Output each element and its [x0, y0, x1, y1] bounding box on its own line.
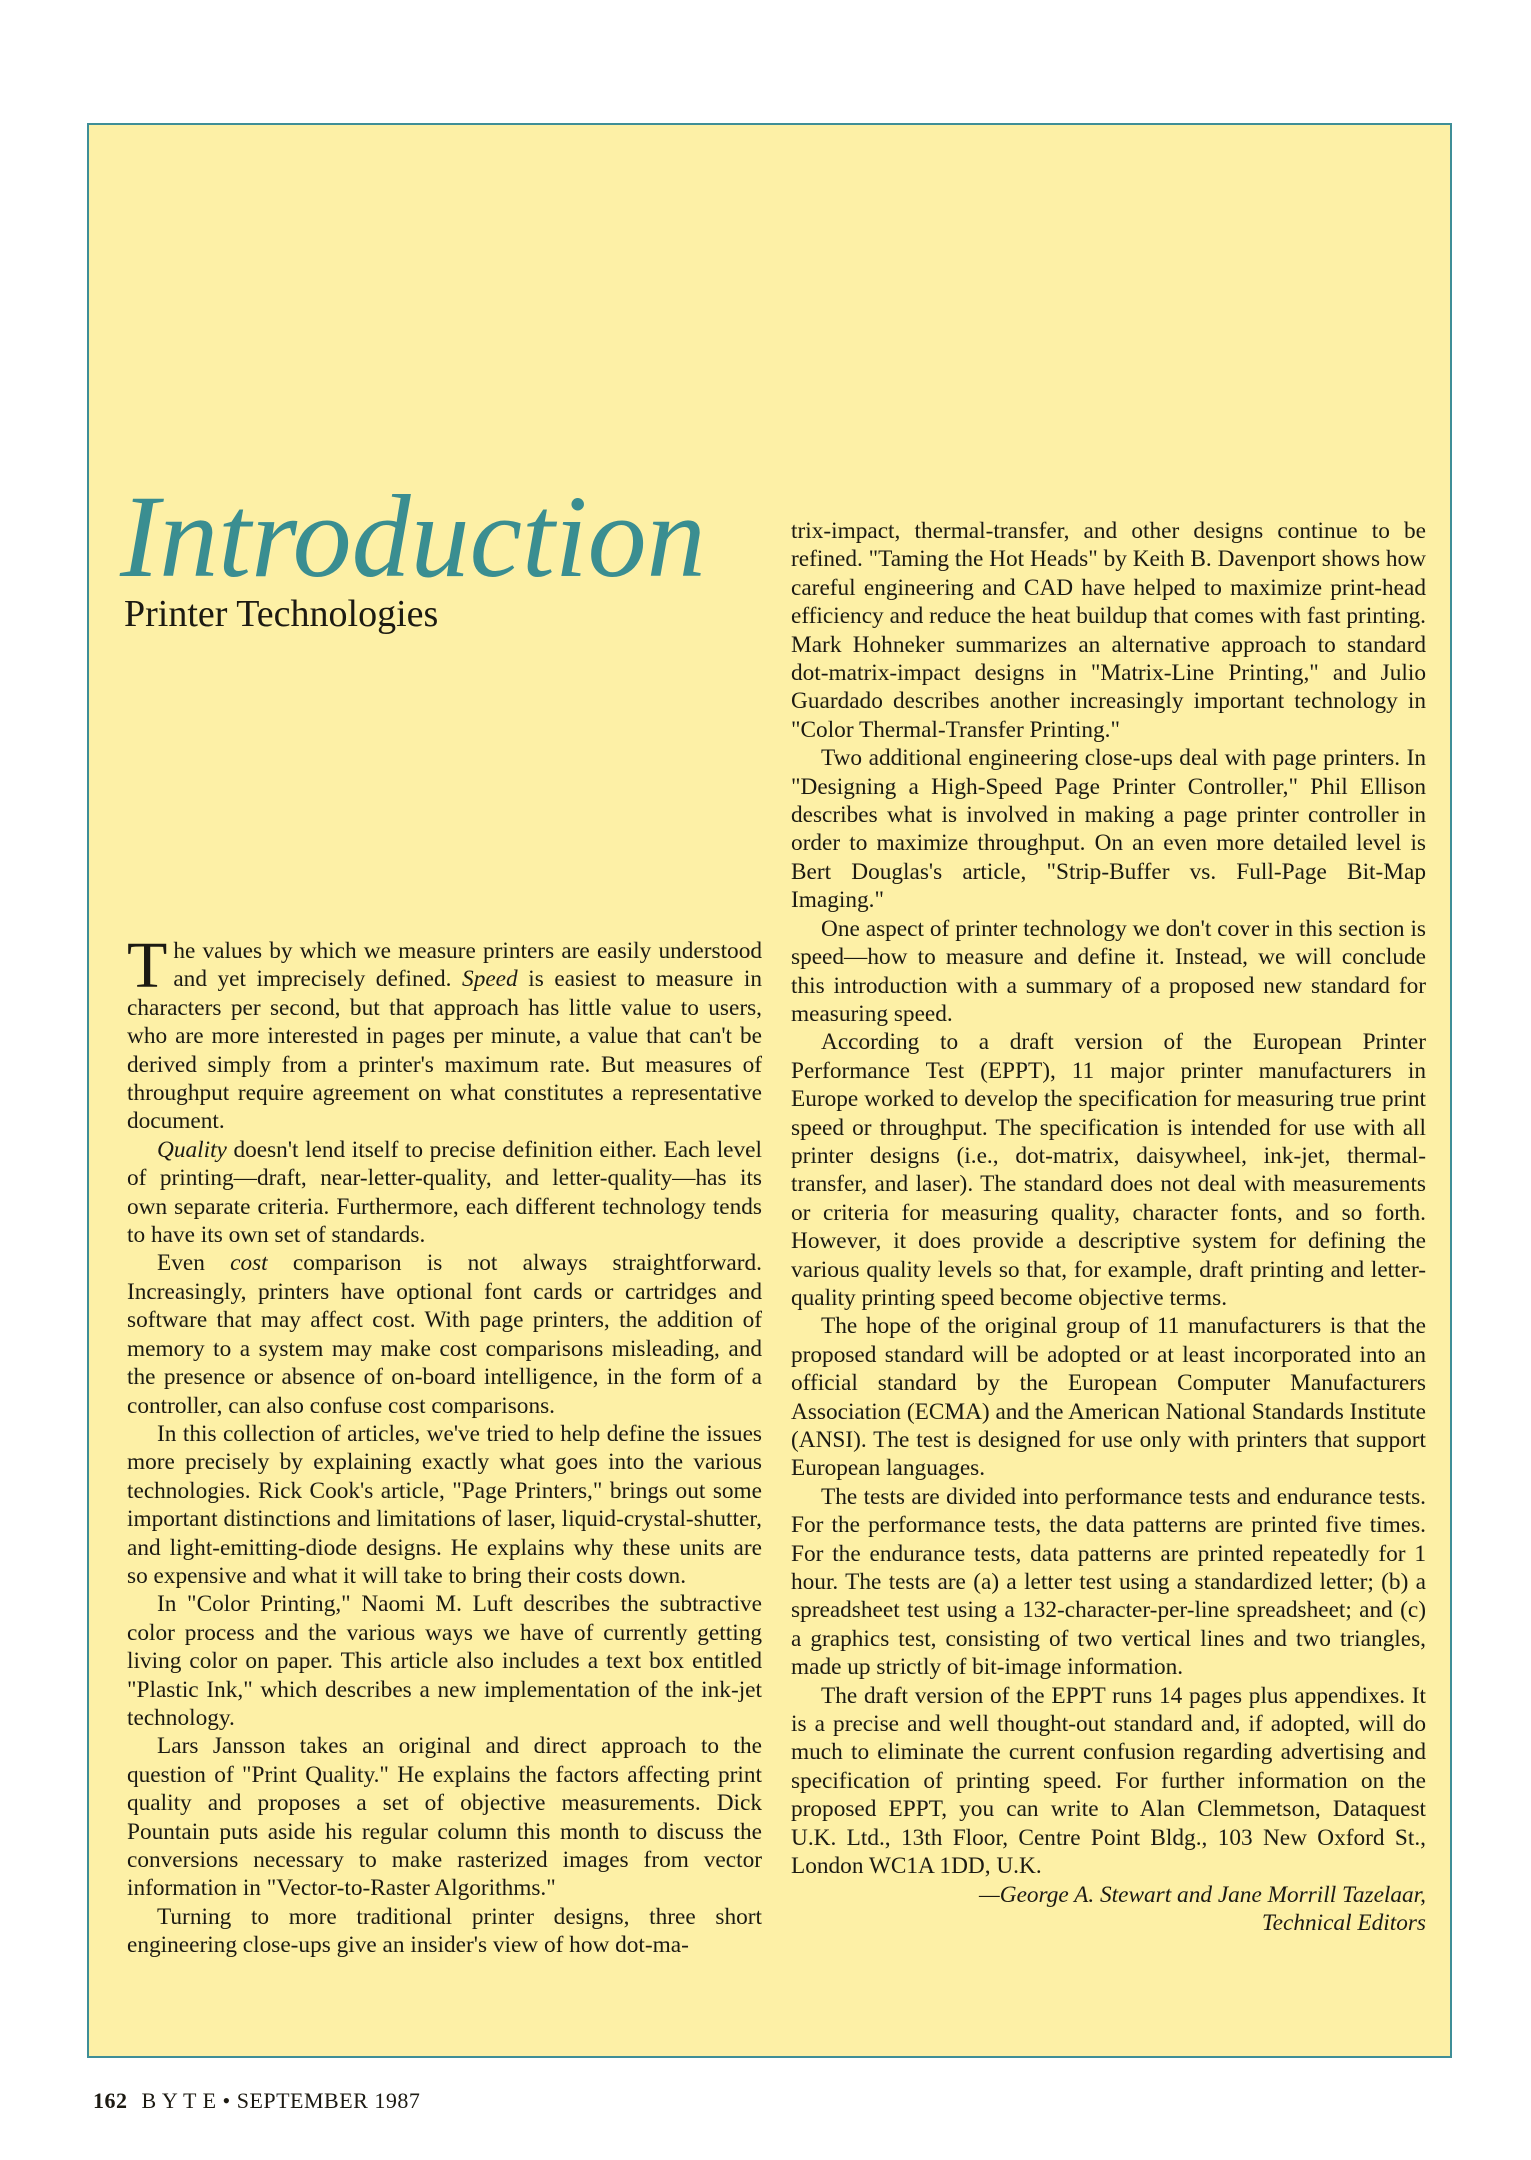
- paragraph: The hope of the original group of 11 manufacturers is that the proposed standard will be adopted or at least incorporated into an official standard by the European Computer Manufacturers Association (ECMA) and the American National Standards Institute (ANSI). The test is designed for use only with printers that support European languages.: [791, 1313, 1426, 1482]
- paragraph: [127, 1136, 762, 1250]
- page-subtitle: Printer Technologies: [124, 593, 439, 635]
- paragraph: Lars Jansson takes an original and direct approach to the question of "Print Quality." He explains the factors affecting print quality and proposes a set of objective measurements. Dick Pountain puts aside his regular column this month to discuss the conversions necessary to make rasterized images from vector information in "Vector-to-Raster Algorithms.": [127, 1733, 762, 1902]
- paragraph: Turning to more traditional printer designs, three short engineering close-ups give an insider's view of how dot-ma-: [127, 1903, 762, 1959]
- signature-line: —George A. Stewart and Jane Morrill Tazelaar,: [979, 1881, 1426, 1908]
- emphasis: Quality: [157, 1136, 227, 1163]
- page-footer: [93, 2088, 420, 2114]
- paragraph: In "Color Printing," Naomi M. Luft describes the subtractive color process and the various ways we have of currently getting living color on paper. This article also includes a text box entitled "Plastic Ink," which describes a new implementation of the ink-jet technology.: [127, 1591, 762, 1731]
- text-run: comparison is not always straightforward. Increasingly, printers have optional font cards or cartridges and software that may affect cost. With page printers, the addition of memory to a system may make cost comparisons misleading, and the presence or absence of on-board intelligence, in the form of a controller, can also confuse cost comparisons.: [127, 1250, 762, 1419]
- text-column-left: [127, 929, 762, 1960]
- paragraph: According to a draft version of the European Printer Performance Test (EPPT), 11 major printer manufacturers in Europe worked to develop the specification for measuring true print speed or throughput. The specification is intended for use with all printer designs (i.e., dot-matrix, daisywheel, ink-jet, thermal-transfer, and laser). The standard does not deal with measurements or criteria for measuring quality, character fonts, and so forth. However, it does provide a descriptive system for defining the various quality levels so that, for example, draft printing and letter-quality printing speed become objective terms.: [791, 1029, 1426, 1311]
- paragraph: In this collection of articles, we've tried to help define the issues more precisely by explaining exactly what goes into the various technologies. Rick Cook's article, "Page Printers," brings out some important distinctions and limitations of laser, liquid-crystal-shutter, and light-emitting-diode designs. He explains why these units are so expensive and what it will take to bring their costs down.: [127, 1420, 762, 1589]
- paragraph: The draft version of the EPPT runs 14 pages plus appendixes. It is a precise and well thought-out standard and, if adopted, will do much to eliminate the current confusion regarding advertising and specification of printing speed. For further information on the proposed EPPT, you can write to Alan Clemmetson, Dataquest U.K. Ltd., 13th Floor, Centre Point Bldg., 103 New Oxford St., London WC1A 1DD, U.K.: [791, 1682, 1426, 1880]
- text-run: Even: [157, 1250, 231, 1277]
- publication-line: B Y T E • SEPTEMBER 1987: [141, 2088, 421, 2113]
- emphasis: Speed: [462, 966, 518, 993]
- page-title: Introduction: [120, 471, 706, 602]
- text-run: he values by which we measure printers are easily understood and yet imprecisely defined.: [173, 938, 762, 993]
- paragraph: [127, 929, 762, 1136]
- drop-cap: T: [127, 929, 168, 1002]
- text-run: is easiest to measure in characters per second, but that approach has little value to users, who are more interested in pages per minute, a value that can't be derived simply from a printer's maximum rate. But measures of throughput require agreement on what constitutes a representative document.: [127, 966, 762, 1135]
- emphasis: cost: [230, 1250, 268, 1277]
- paragraph: trix-impact, thermal-transfer, and other designs continue to be refined. "Taming the Hot Heads" by Keith B. Davenport shows how careful engineering and CAD have helped to maximize print-head efficiency and reduce the heat buildup that comes with fast printing. Mark Hohneker summarizes an alternative approach to standard dot-matrix-impact designs in "Matrix-Line Printing," and Julio Guardado describes another increasingly important technology in "Color Thermal-Transfer Printing.": [791, 518, 1426, 743]
- text-run: doesn't lend itself to precise definition either. Each level of printing—draft, near-letter-quality, and letter-quality—has its own separate criteria. Furthermore, each different technology tends to have its own set of standards.: [127, 1136, 762, 1249]
- paragraph: Two additional engineering close-ups deal with page printers. In "Designing a High-Speed Page Printer Controller," Phil Ellison describes what is involved in making a page printer controller in order to maximize throughput. On an even more detailed level is Bert Douglas's article, "Strip-Buffer vs. Full-Page Bit-Map Imaging.": [791, 745, 1426, 914]
- paragraph: One aspect of printer technology we don't cover in this section is speed—how to measure and define it. Instead, we will conclude this introduction with a summary of a proposed new standard for measuring speed.: [791, 915, 1426, 1027]
- text-column-right: [791, 517, 1426, 1937]
- signature-line: Technical Editors: [1261, 1909, 1426, 1936]
- paragraph: [127, 1249, 762, 1419]
- watermark-graphic: [520, 244, 1217, 305]
- paragraph: The tests are divided into performance tests and endurance tests. For the performance tests, the data patterns are printed five times. For the endurance tests, data patterns are printed repeatedly for 1 hour. The tests are (a) a letter test using a standardized letter; (b) a spreadsheet test using a 132-character-per-line spreadsheet; and (c) a graphics test, consisting of two vertical lines and two triangles, made up strictly of bit-image information.: [791, 1483, 1426, 1681]
- page-number: 162: [93, 2088, 128, 2113]
